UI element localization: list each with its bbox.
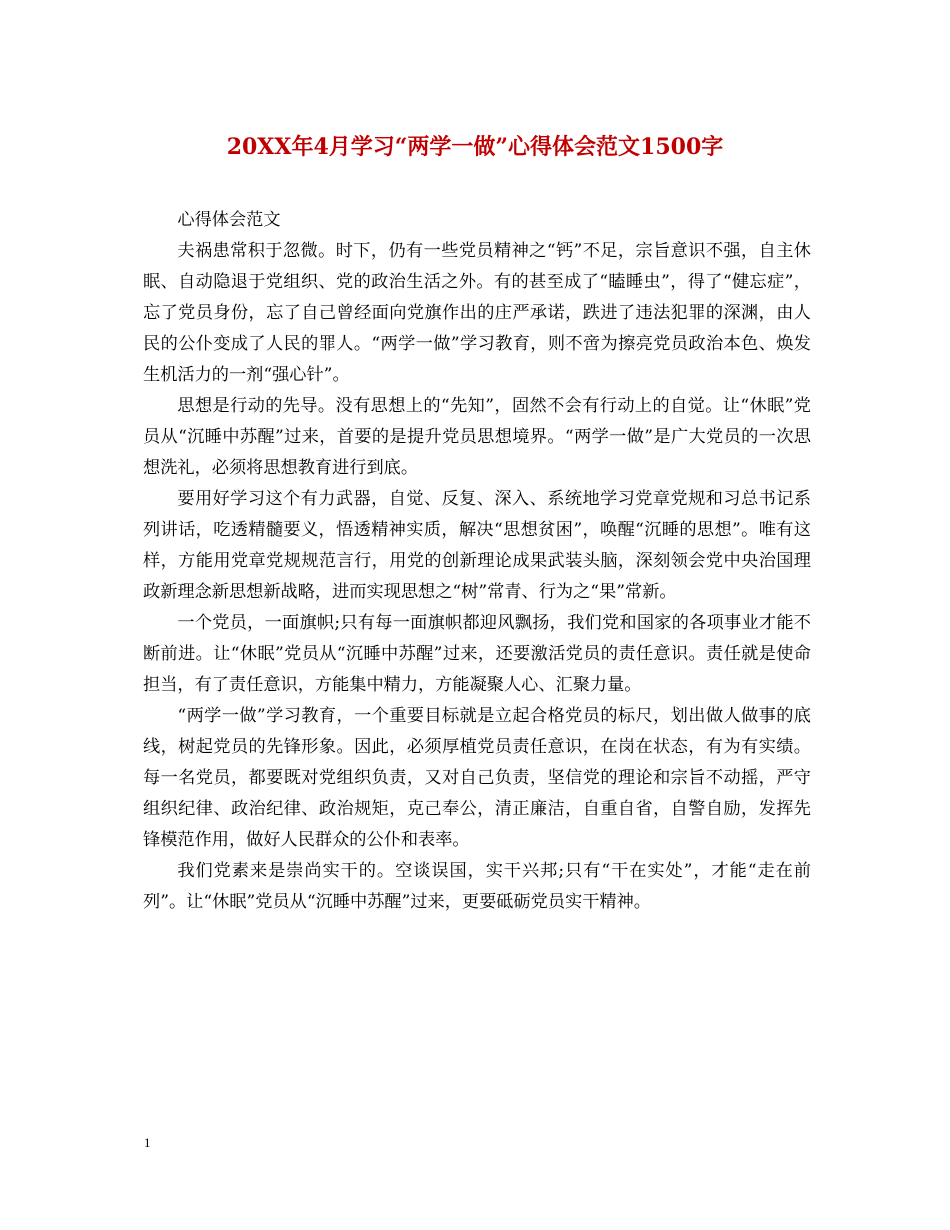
paragraph-1: 夫祸患常积于忽微。时下，仍有一些党员精神之“钙”不足，宗旨意识不强，自主休眠、自动隐退于党组织、党的政治生活之外。有的甚至成了“瞌睡虫”，得了“健忘症”，忘了党员身份，忘了自己曾经面向党旗作出的庄严承诺，跌进了违法犯罪的深渊，由人民的公仆变成了人民的罪人。“两学一做”学习教育，则不啻为擦亮党员政治本色、焕发生机活力的一剂“强心针”。 [143,241,811,385]
subheading: 心得体会范文 [177,210,281,230]
paragraph-2: 思想是行动的先导。没有思想上的“先知”，固然不会有行动上的自觉。让“休眠”党员从“沉睡中苏醒”过来，首要的是提升党员思想境界。“两学一做”是广大党员的一次思想洗礼，必须将思想教育进行到底。 [143,396,811,478]
paragraph-6: 我们党素来是崇尚实干的。空谈误国，实干兴邦;只有“干在实处”，才能“走在前列”。让“休眠”党员从“沉睡中苏醒”过来，更要砥砺党员实干精神。 [143,861,811,912]
document-title: 20XX年4月学习“两学一做”心得体会范文1500字 [226,134,724,160]
paragraph-5: “两学一做”学习教育，一个重要目标就是立起合格党员的标尺，划出做人做事的底线，树起党员的先锋形象。因此，必须厚植党员责任意识，在岗在状态，有为有实绩。每一名党员，都要既对党组织负责，又对自己负责，坚信党的理论和宗旨不动摇，严守组织纪律、政治纪律、政治规矩，克己奉公，清正廉洁，自重自省，自警自励，发挥先锋模范作用，做好人民群众的公仆和表率。 [143,706,811,850]
paragraph-3: 要用好学习这个有力武器，自觉、反复、深入、系统地学习党章党规和习总书记系列讲话，吃透精髓要义，悟透精神实质，解决“思想贫困”，唤醒“沉睡的思想”。唯有这样，方能用党章党规规范言行，用党的创新理论成果武装头脑，深刻领会党中央治国理政新理念新思想新战略，进而实现思想之“树”常青、行为之“果”常新。 [143,489,811,602]
page-number: 1 [144,1135,151,1150]
paragraph-4: 一个党员，一面旗帜;只有每一面旗帜都迎风飘扬，我们党和国家的各项事业才能不断前进。让“休眠”党员从“沉睡中苏醒”过来，还要激活党员的责任意识。责任就是使命担当，有了责任意识，方能集中精力，方能凝聚人心、汇聚力量。 [143,613,811,695]
document-body [143,205,811,918]
